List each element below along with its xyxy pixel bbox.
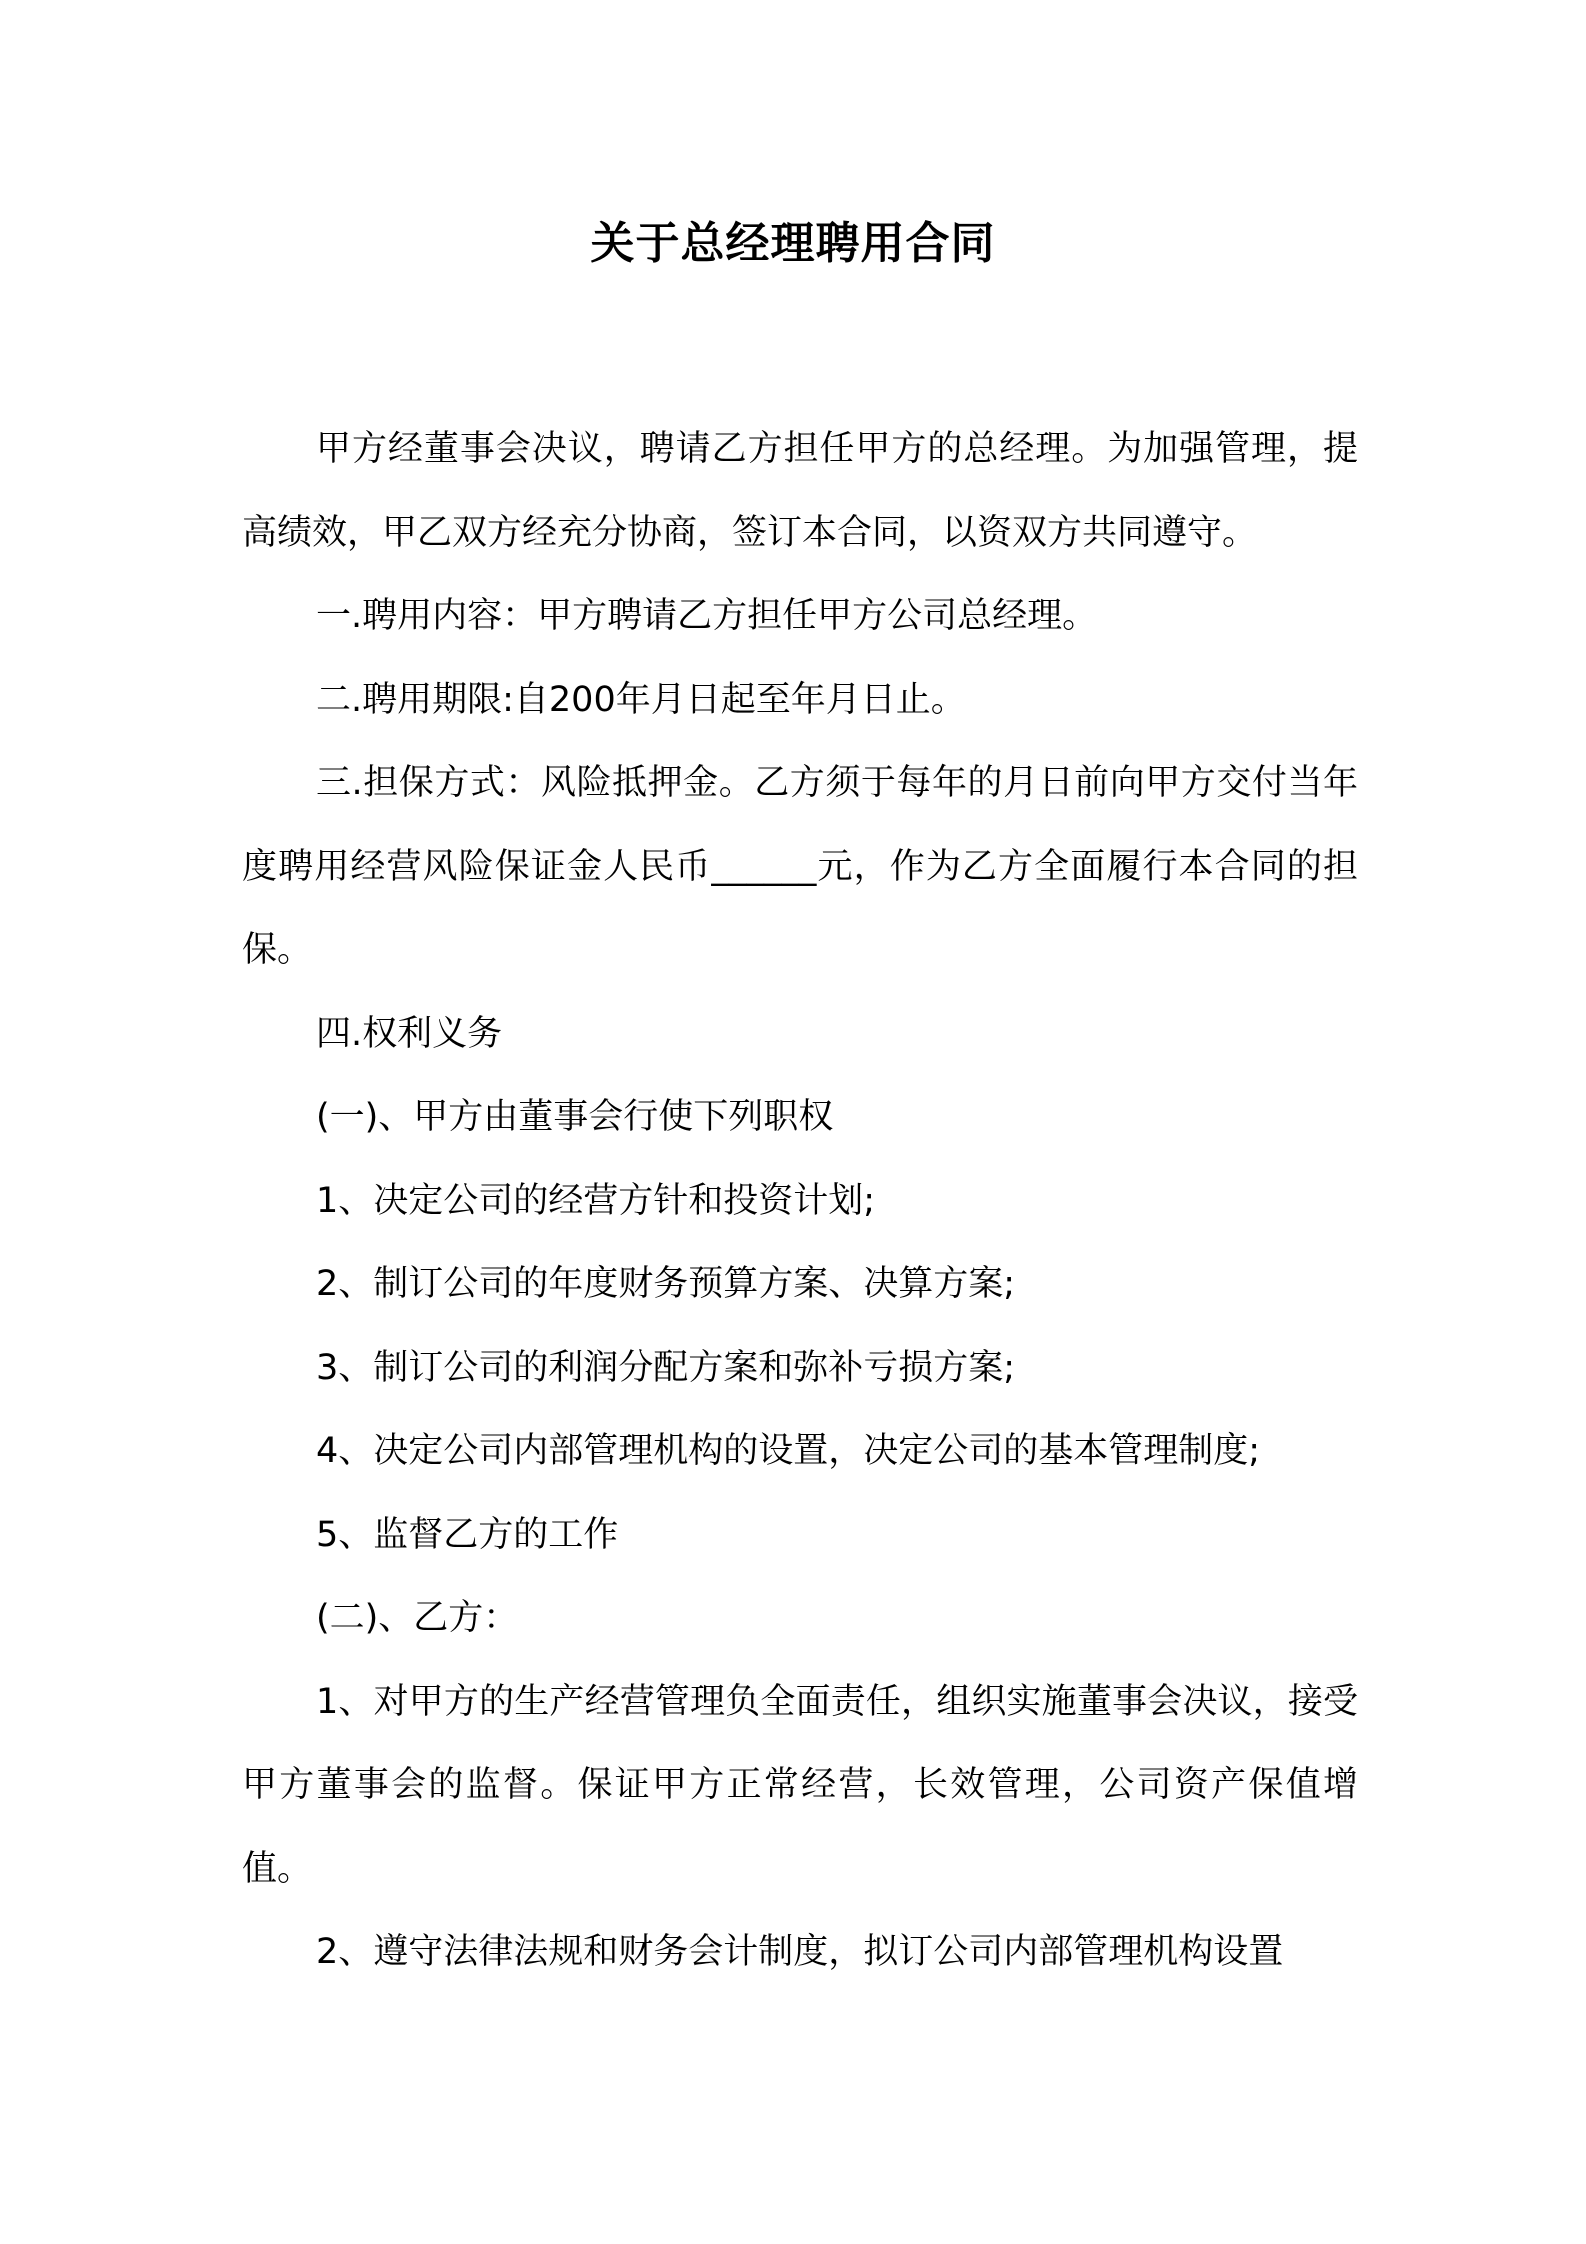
paragraph-clause-1: 一.聘用内容：甲方聘请乙方担任甲方公司总经理。: [316, 596, 1098, 636]
paragraph-clause-3: 三.担保方式：风险抵押金。乙方须于每年的月日前向甲方交付当年度聘用经营风险保证金人民币______元，作为乙方全面履行本合同的担保。: [242, 763, 1358, 970]
paragraph-party-b-item-1: 1、对甲方的生产经营管理负全面责任，组织实施董事会决议，接受甲方董事会的监督。保证甲方正常经营，长效管理，公司资产保值增值。: [242, 1681, 1358, 1889]
paragraph-party-a-item-5: 5、监督乙方的工作: [316, 1514, 619, 1555]
paragraph-party-a-item-1: 1、决定公司的经营方针和投资计划;: [316, 1180, 876, 1221]
document-body: [242, 408, 1358, 1995]
paragraph-clause-2: 二.聘用期限:自200年月日起至年月日止。: [316, 679, 966, 720]
paragraph-clause-4-heading: 四.权利义务: [316, 1013, 503, 1054]
paragraph-party-a-item-3: 3、制订公司的利润分配方案和弥补亏损方案;: [316, 1347, 1016, 1388]
paragraph-party-a-item-4: 4、决定公司内部管理机构的设置，决定公司的基本管理制度;: [316, 1431, 1261, 1471]
paragraph-party-a-item-2: 2、制订公司的年度财务预算方案、决算方案;: [316, 1264, 1016, 1304]
paragraph-party-b-heading: (二)、乙方：: [316, 1598, 519, 1638]
document-title: 关于总经理聘用合同: [590, 218, 996, 269]
paragraph-party-a-heading: (一)、甲方由董事会行使下列职权: [316, 1097, 834, 1137]
paragraph-party-b-item-2: 2、遵守法律法规和财务会计制度，拟订公司内部管理机构设置: [316, 1932, 1284, 1972]
paragraph-intro: 甲方经董事会决议，聘请乙方担任甲方的总经理。为加强管理，提高绩效，甲乙双方经充分协商，签订本合同，以资双方共同遵守。: [242, 429, 1358, 553]
